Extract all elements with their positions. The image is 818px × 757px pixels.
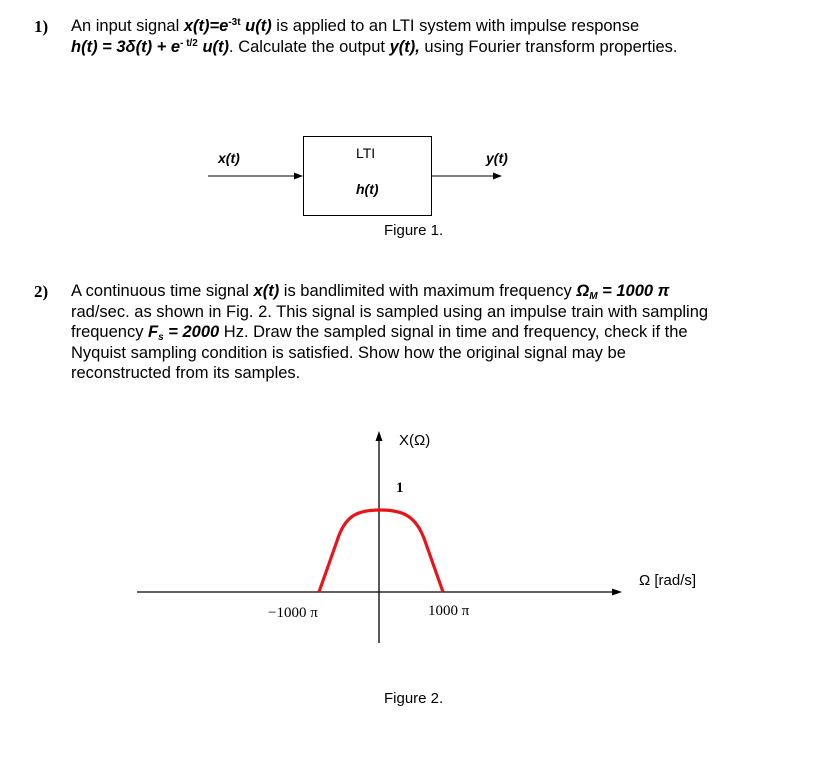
impulse-response-label: h(t) [356, 181, 379, 197]
question-1-number: 1) [34, 17, 49, 36]
question-1-line-1: An input signal $x(t)=e^{-3t}$ u(t) is applied to an LTI system with impulse response [71, 17, 640, 35]
question-2-line-5: reconstructed from its samples. [71, 364, 301, 382]
frequency-axis-arrowhead [612, 589, 622, 596]
figure-2-caption: Figure 2. [384, 690, 444, 707]
magnitude-axis-arrowhead [376, 431, 383, 441]
output-signal-label: y(t) [486, 150, 508, 166]
positive-frequency-tick: 1000 π [428, 603, 470, 619]
question-2-line-2: rad/sec. as shown in Fig. 2. This signal is sampled using an impulse train with sampling [71, 303, 709, 321]
lti-label: LTI [356, 145, 376, 161]
question-1-line-2: $h(t) = 3\delta(t) + e^{- t/2}$ u(t). Calculate the output y(t), using Fourier transform properties. [71, 38, 678, 56]
input-signal-label: x(t) [218, 150, 240, 166]
question-2-line-3: frequency $F_s = 2000$ Hz. Draw the sampled signal in time and frequency, check if the [71, 323, 688, 343]
y-axis-label: X(Ω) [399, 432, 431, 449]
negative-frequency-tick: −1000 π [268, 605, 318, 621]
question-2-number: 2) [34, 282, 49, 301]
figure-1-caption: Figure 1. [384, 222, 444, 239]
x-axis-label: Ω [rad/s] [639, 572, 697, 589]
question-2-line-4: Nyquist sampling condition is satisfied. Show how the original signal may be [71, 344, 626, 362]
question-2-line-1: A continuous time signal x(t) is bandlimited with maximum frequency $\Omega_M = 1000$ π [71, 282, 670, 302]
peak-value-label: 1 [396, 480, 404, 496]
spectrum-curve [319, 510, 443, 592]
